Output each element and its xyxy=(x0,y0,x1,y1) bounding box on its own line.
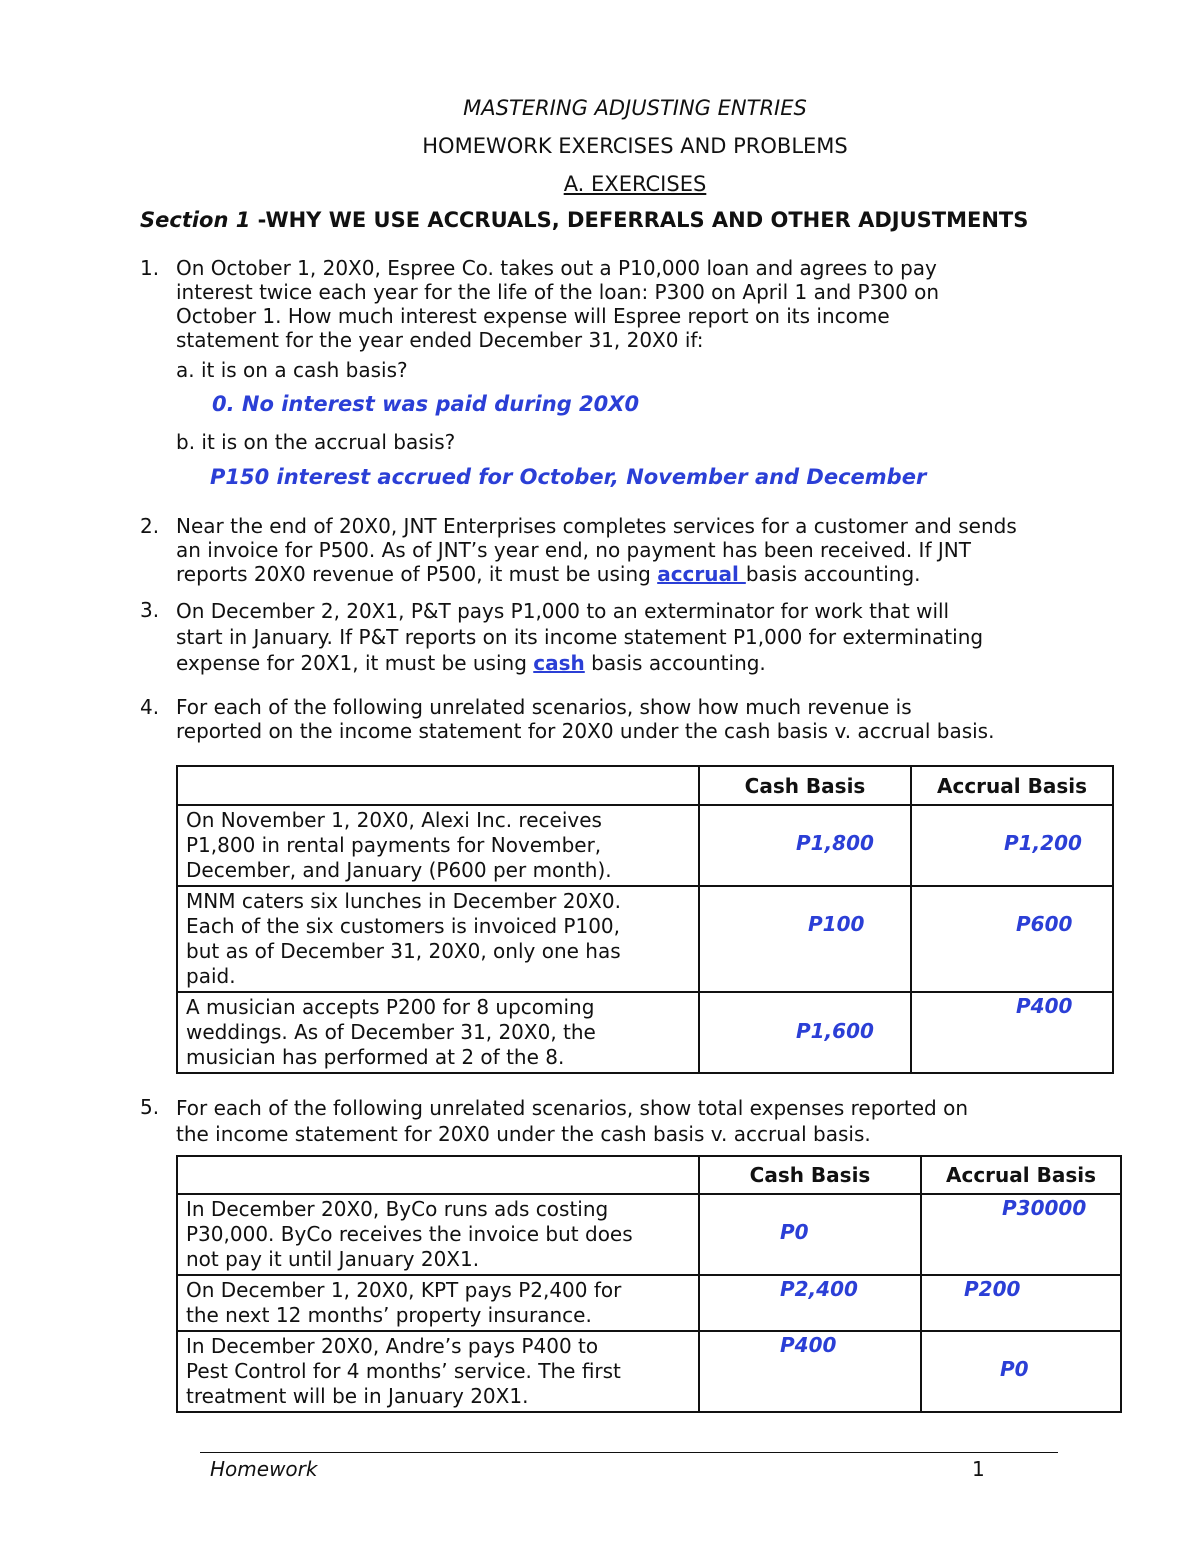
q2-number: 2. xyxy=(140,514,160,538)
scenario-line: December, and January (P600 per month). xyxy=(186,858,612,882)
scenario-cell xyxy=(177,1331,699,1412)
scenario-line: In December 20X0, Andre’s pays P400 to xyxy=(186,1334,599,1358)
scenario-line: On November 1, 20X0, Alexi Inc. receives xyxy=(186,808,602,832)
scenario-line: the next 12 months’ property insurance. xyxy=(186,1303,592,1327)
table-header-cash: Cash Basis xyxy=(699,1156,921,1194)
accrual-cell xyxy=(921,1194,1121,1275)
q1a-answer: 0. No interest was paid during 20X0 xyxy=(212,392,640,416)
table-row xyxy=(177,886,1113,992)
accrual-value: P400 xyxy=(1016,994,1073,1018)
table-header-accrual: Accrual Basis xyxy=(911,766,1113,805)
accrual-cell xyxy=(911,805,1113,886)
cash-cell xyxy=(699,886,911,992)
q5-text xyxy=(176,1095,968,1147)
cash-value: P0 xyxy=(780,1220,809,1244)
cash-cell xyxy=(699,992,911,1073)
scenario-line: paid. xyxy=(186,964,236,988)
q1-line: October 1. How much interest expense will Espree report on its income xyxy=(176,304,890,328)
q3-answer-blank: cash xyxy=(533,651,585,675)
accrual-cell xyxy=(921,1275,1121,1331)
cash-value: P2,400 xyxy=(780,1277,858,1301)
scenario-line: treatment will be in January 20X1. xyxy=(186,1384,529,1408)
q2-text xyxy=(176,514,1017,586)
scenario-line: but as of December 31, 20X0, only one has xyxy=(186,939,621,963)
cash-value: P1,600 xyxy=(796,1019,874,1043)
scenario-line: Pest Control for 4 months’ service. The first xyxy=(186,1359,621,1383)
q5-line: For each of the following unrelated scenarios, show total expenses reported on xyxy=(176,1096,968,1120)
q1a-question: a. it is on a cash basis? xyxy=(176,358,408,382)
table-header-cash: Cash Basis xyxy=(699,766,911,805)
scenario-line: In December 20X0, ByCo runs ads costing xyxy=(186,1197,609,1221)
q2-line: an invoice for P500. As of JNT’s year end, no payment has been received. If JNT xyxy=(176,538,971,562)
q3-line: start in January. If P&T reports on its income statement P1,000 for exterminating xyxy=(176,625,984,649)
section-title: -WHY WE USE ACCRUALS, DEFERRALS AND OTHER ADJUSTMENTS xyxy=(250,208,1029,232)
table-header-blank xyxy=(177,766,699,805)
q3-number: 3. xyxy=(140,598,160,622)
section-heading xyxy=(140,208,1028,232)
accrual-value: P30000 xyxy=(1002,1196,1087,1220)
cash-cell xyxy=(699,805,911,886)
accrual-value: P600 xyxy=(1016,912,1073,936)
q2-line3-pre: reports 20X0 revenue of P500, it must be using xyxy=(176,562,658,586)
accrual-cell xyxy=(911,886,1113,992)
q1b-question: b. it is on the accrual basis? xyxy=(176,430,456,454)
table-row xyxy=(177,992,1113,1073)
scenario-cell xyxy=(177,1194,699,1275)
scenario-line: Each of the six customers is invoiced P100, xyxy=(186,914,621,938)
cash-cell xyxy=(699,1275,921,1331)
q5-number: 5. xyxy=(140,1095,160,1119)
footer-label: Homework xyxy=(210,1457,318,1481)
cash-value: P1,800 xyxy=(796,831,874,855)
q4-line: reported on the income statement for 20X0 under the cash basis v. accrual basis. xyxy=(176,719,995,743)
q4-text xyxy=(176,695,994,743)
table-header-blank xyxy=(177,1156,699,1194)
scenario-line: MNM caters six lunches in December 20X0. xyxy=(186,889,621,913)
q4-line: For each of the following unrelated scenarios, show how much revenue is xyxy=(176,695,912,719)
table-row xyxy=(177,805,1113,886)
accrual-cell xyxy=(911,992,1113,1073)
part-heading: A. EXERCISES xyxy=(563,172,707,196)
scenario-line: weddings. As of December 31, 20X0, the xyxy=(186,1020,596,1044)
q3-line: On December 2, 20X1, P&T pays P1,000 to an exterminator for work that will xyxy=(176,599,950,623)
q3-line3-post: basis accounting. xyxy=(584,651,766,675)
q1-line: On October 1, 20X0, Espree Co. takes out a P10,000 loan and agrees to pay xyxy=(176,256,937,280)
section-label: Section 1 xyxy=(140,208,251,232)
q1-line: statement for the year ended December 31, 20X0 if: xyxy=(176,328,704,352)
table-row xyxy=(177,1275,1121,1331)
document-title: MASTERING ADJUSTING ENTRIES xyxy=(463,96,807,120)
accrual-cell xyxy=(921,1331,1121,1412)
cash-value: P400 xyxy=(780,1333,837,1357)
page-number: 1 xyxy=(972,1457,985,1481)
accrual-value: P1,200 xyxy=(1004,831,1082,855)
scenario-line: not pay it until January 20X1. xyxy=(186,1247,480,1271)
revenue-table xyxy=(176,765,1114,1074)
scenario-cell xyxy=(177,805,699,886)
accrual-value: P200 xyxy=(964,1277,1021,1301)
cash-cell xyxy=(699,1331,921,1412)
cash-cell xyxy=(699,1194,921,1275)
expense-table xyxy=(176,1155,1122,1413)
q4-number: 4. xyxy=(140,695,160,719)
table-header-accrual: Accrual Basis xyxy=(921,1156,1121,1194)
q2-line3-post: basis accounting. xyxy=(745,562,921,586)
scenario-line: A musician accepts P200 for 8 upcoming xyxy=(186,995,595,1019)
q1-number: 1. xyxy=(140,256,160,280)
footer-rule xyxy=(200,1452,1058,1453)
scenario-line: P1,800 in rental payments for November, xyxy=(186,833,602,857)
scenario-line: On December 1, 20X0, KPT pays P2,400 for xyxy=(186,1278,622,1302)
q1-line: interest twice each year for the life of the loan: P300 on April 1 and P300 on xyxy=(176,280,940,304)
cash-value: P100 xyxy=(808,912,865,936)
scenario-line: P30,000. ByCo receives the invoice but does xyxy=(186,1222,633,1246)
scenario-cell xyxy=(177,992,699,1073)
table-row xyxy=(177,1331,1121,1412)
scenario-line: musician has performed at 2 of the 8. xyxy=(186,1045,565,1069)
q1b-answer: P150 interest accrued for October, November and December xyxy=(210,465,927,489)
q3-line3-pre: expense for 20X1, it must be using xyxy=(176,651,534,675)
accrual-value: P0 xyxy=(1000,1357,1029,1381)
q2-line: Near the end of 20X0, JNT Enterprises completes services for a customer and sends xyxy=(176,514,1017,538)
q5-line: the income statement for 20X0 under the cash basis v. accrual basis. xyxy=(176,1122,871,1146)
q3-line xyxy=(176,650,983,676)
q1-text xyxy=(176,256,939,352)
table-header-row xyxy=(177,1156,1121,1194)
q3-text xyxy=(176,598,983,676)
scenario-cell xyxy=(177,886,699,992)
q2-answer-blank: accrual xyxy=(657,562,746,586)
table-header-row xyxy=(177,766,1113,805)
scenario-cell xyxy=(177,1275,699,1331)
document-subtitle: HOMEWORK EXERCISES AND PROBLEMS xyxy=(422,134,848,158)
q2-line xyxy=(176,562,1017,586)
table-row xyxy=(177,1194,1121,1275)
